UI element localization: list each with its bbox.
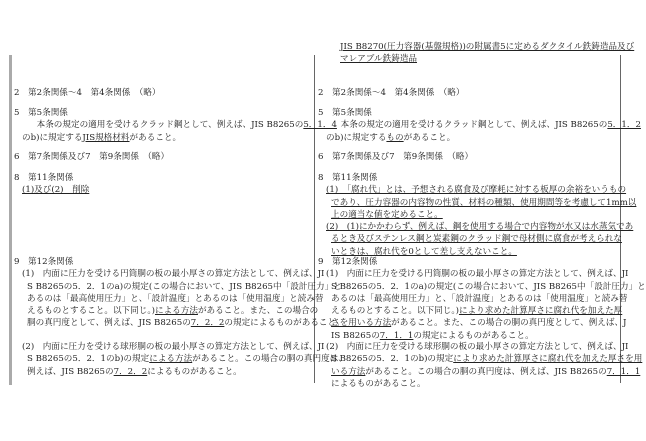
text-segment: 本条の規定の適用を受けるクラッド鋼として、例えば、JIS B8265の (28, 120, 304, 131)
underlined-amendment-text: により求めた計算厚さに腐れ代を加えた厚 (458, 306, 623, 317)
right-section-9-item-2 (318, 341, 642, 390)
text-line (318, 233, 636, 245)
underlined-amendment-text: (2) (1)にかかわらず、例えば、鋼を使用する場合で内容物が水又は水蒸気であ (326, 222, 634, 233)
text-segment: があること。この場合の胴の真円度は、例えば、JIS B8265の (365, 366, 607, 377)
text-segment: があること。また、この場合の胴の真円度として、例えば、J (391, 318, 627, 329)
right-section-9 (318, 256, 646, 342)
right-section-2 (318, 87, 464, 99)
underlined-amendment-text: いときは、腐れ代を0として差し支えないこと。 (331, 246, 517, 257)
text-line (318, 107, 641, 119)
underlined-amendment-text: いる方法 (331, 366, 366, 377)
text-line (14, 256, 345, 268)
text-line (318, 197, 636, 209)
text-segment: (2) 内面に圧力を受ける球形胴の板の最小厚さの算定方法として、例えば、JI (326, 342, 629, 352)
left-section-9-item-2 (14, 341, 347, 378)
underlined-amendment-text: るとき及びステンレス鋼と炭素鋼のクラッド鋼で母材側に腐食が考えられな (331, 234, 622, 245)
underlined-amendment-text: 7．2．2 (190, 318, 225, 329)
text-line (318, 341, 642, 353)
underlined-amendment-text: さを用いる方法 (331, 318, 392, 329)
text-line (14, 87, 160, 99)
text-segment: S B8265の5．2．1のb)の規定 (27, 354, 150, 365)
left-section-6 (14, 151, 169, 163)
text-segment: 8 第11条関係 (318, 173, 378, 183)
text-segment: 9 第12条関係 (14, 257, 74, 267)
text-line (318, 366, 642, 378)
text-line (318, 317, 646, 329)
text-line (318, 172, 636, 184)
text-segment: 胴の真円度として、例えば、JIS B8265の (27, 318, 191, 329)
text-line (318, 87, 464, 99)
text-line (14, 132, 337, 144)
text-line (14, 281, 345, 293)
underlined-amendment-text: 上の適当な値を定めること。 (331, 209, 443, 220)
text-line (14, 172, 89, 184)
text-segment: IS B8265の (331, 330, 380, 341)
text-line (318, 353, 642, 365)
text-line (318, 293, 646, 305)
text-line (318, 151, 473, 163)
text-segment: あるのは「最高使用圧力」と、「設計温度」とあるのは「使用温度」と読み替 (331, 293, 628, 304)
underlined-amendment-text: 7．2．2 (113, 366, 148, 377)
right-section-5 (318, 107, 641, 144)
text-segment: (1) 内面に圧力を受ける円筒胴の板の最小厚さの算定方法として、例えば、JI (22, 269, 325, 280)
text-segment: えるものとすること。以下同じ。) (331, 306, 459, 317)
text-segment: 6 第7条関係及び7 第9条関係 （略） (318, 152, 474, 162)
text-line (14, 119, 337, 131)
text-line (318, 221, 636, 233)
text-line (318, 132, 641, 144)
underlined-amendment-text: による方法 (154, 306, 198, 317)
text-segment: 5 第5条関係 (14, 108, 68, 118)
underlined-amendment-text: マレアブル鉄鋳造品 (340, 54, 418, 65)
text-segment: によるものがあること。 (331, 378, 426, 389)
text-segment: あるのは「最高使用圧力」と、「設計温度」とあるのは「使用温度」と読み替 (27, 293, 324, 304)
text-segment: の規定によるものがあること。 (224, 318, 345, 329)
text-segment: 6 第7条関係及び7 第9条関係 （略） (14, 152, 170, 162)
text-segment: えるものとすること。以下同じ。) (27, 306, 155, 317)
text-line (14, 107, 337, 119)
left-column-border (9, 55, 12, 385)
left-section-9 (14, 256, 345, 330)
text-line (318, 184, 636, 196)
text-line (14, 366, 347, 378)
underlined-amendment-text: 5．1．4 (303, 120, 337, 131)
text-line (14, 184, 89, 196)
text-line (318, 268, 646, 280)
text-line (318, 119, 641, 131)
text-segment: 9 第12条関係 (318, 257, 378, 267)
text-line (318, 378, 642, 390)
text-line (14, 305, 345, 317)
text-segment: S B8265の5．2．1のa)の規定(この場合において、JIS B8265中「設計圧力」と (331, 281, 646, 292)
text-line (318, 53, 634, 65)
underlined-amendment-text: 7．1．1 (606, 366, 641, 377)
text-segment: があること。また、この場合の (197, 306, 319, 317)
text-line (318, 209, 636, 221)
underlined-amendment-text: であり、圧力容器の内容物の性質、材料の種類、使用期間等を考慮して1mm以 (331, 197, 637, 208)
text-segment: のb)に規定する (326, 132, 387, 143)
text-segment: があること。この場合の胴の真円度は、 (192, 354, 347, 365)
underlined-amendment-text: (1)及び(2) 削除 (22, 185, 90, 196)
underlined-amendment-text: もの (386, 132, 404, 143)
right-section-6 (318, 151, 473, 163)
underlined-amendment-text: JIS B8270(圧力容器(基盤規格))の附属書5に定めるダクタイル鉄鋳造品及び (340, 42, 635, 52)
underlined-amendment-text: による方法 (149, 354, 193, 365)
underlined-amendment-text: 7．1．1 (379, 330, 414, 341)
underlined-amendment-text: (1) 「腐れ代」とは、予想される腐食及び摩耗に対する板厚の余裕をいうもの (326, 185, 627, 196)
text-segment: 2 第2条関係～4 第4条関係 （略） (318, 88, 465, 98)
text-segment: 本条の規定の適用を受けるクラッド鋼として、例えば、JIS B8265の (332, 120, 608, 131)
underlined-amendment-text: JIS規格材料 (82, 132, 130, 143)
text-line (14, 341, 347, 353)
text-line (318, 256, 646, 268)
text-segment: S B8265の5．2．1のa)の規定(この場合において、JIS B8265中「設計圧力」と (27, 281, 342, 292)
text-segment: (1) 内面に圧力を受ける円筒胴の板の最小厚さの算定方法として、例えば、JI (326, 269, 629, 280)
text-segment: があること。 (403, 132, 456, 143)
text-segment: があること。 (129, 132, 182, 143)
text-line (318, 281, 646, 293)
right-intro-text (318, 41, 634, 66)
text-line (318, 41, 634, 53)
text-segment: のb)に規定する (22, 132, 83, 143)
text-line (14, 293, 345, 305)
text-segment: 8 第11条関係 (14, 173, 74, 183)
column-divider (314, 55, 315, 383)
text-line (14, 317, 345, 329)
underlined-amendment-text: により求めた計算厚さに腐れ代を加えた厚さを用 (453, 354, 643, 365)
text-line (14, 353, 347, 365)
text-line (14, 268, 345, 280)
text-segment: 5 第5条関係 (318, 108, 372, 118)
left-section-8 (14, 172, 89, 197)
text-segment: の規定によるものがあること。 (413, 330, 534, 341)
text-line (318, 305, 646, 317)
right-section-8 (318, 172, 636, 258)
text-line (14, 151, 169, 163)
underlined-amendment-text: 5．1．2 (607, 120, 641, 131)
text-segment: S B8265の5．2．1のb)の規定 (331, 354, 454, 365)
text-segment: (2) 内面に圧力を受ける球形胴の板の最小厚さの算定方法として、例えば、JI (22, 342, 325, 352)
left-section-5 (14, 107, 337, 144)
text-segment: 例えば、JIS B8265の (27, 366, 114, 377)
text-segment: によるものがあること。 (147, 366, 242, 377)
text-segment: 2 第2条関係～4 第4条関係 （略） (14, 88, 161, 98)
left-section-2 (14, 87, 160, 99)
